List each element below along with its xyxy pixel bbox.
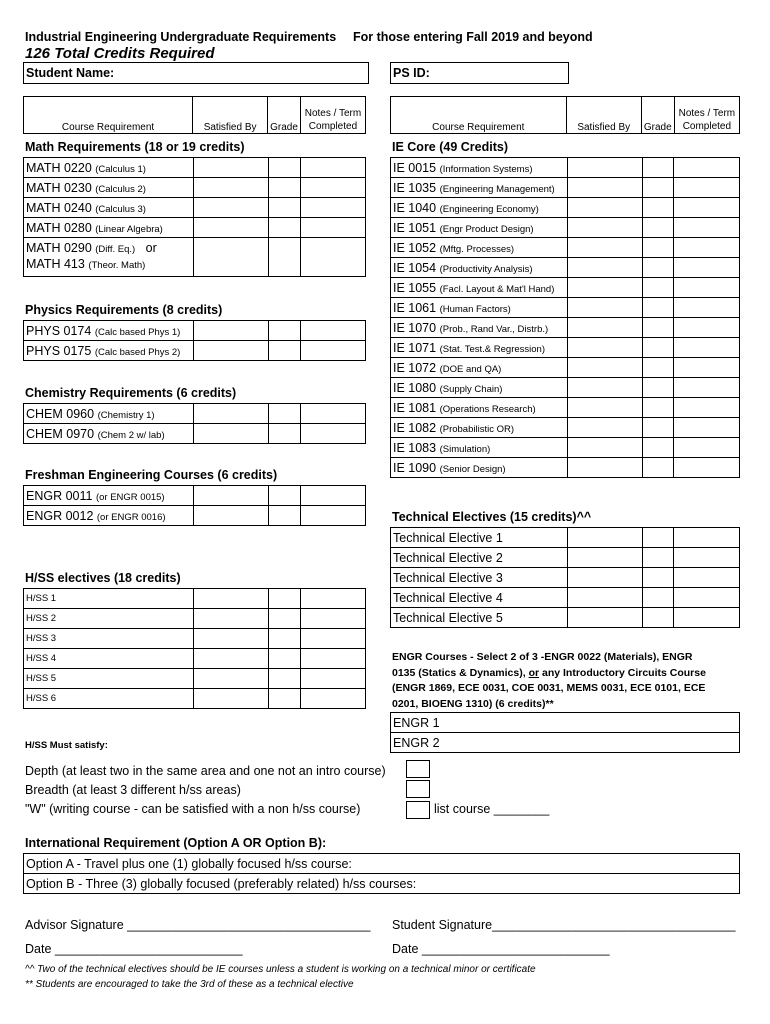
table-row bbox=[391, 713, 740, 733]
notes-cell[interactable] bbox=[674, 548, 740, 568]
form-title: Industrial Engineering Undergraduate Requirements bbox=[25, 30, 337, 44]
grade-cell[interactable] bbox=[643, 588, 674, 608]
satisfied-cell[interactable] bbox=[567, 548, 643, 568]
grade-cell[interactable] bbox=[643, 298, 674, 318]
table-row bbox=[391, 198, 740, 218]
satisfied-cell[interactable] bbox=[567, 398, 643, 418]
notes-cell[interactable] bbox=[674, 318, 740, 338]
satisfied-cell[interactable] bbox=[193, 629, 268, 649]
grade-cell[interactable] bbox=[643, 548, 674, 568]
satisfied-cell[interactable] bbox=[193, 404, 268, 424]
notes-cell[interactable] bbox=[674, 198, 740, 218]
course-cell: IE 1071 (Stat. Test.& Regression) bbox=[391, 338, 568, 358]
table-row bbox=[391, 258, 740, 278]
course-cell: Technical Elective 5 bbox=[391, 608, 568, 628]
left-column-header bbox=[23, 96, 366, 134]
notes-cell[interactable] bbox=[674, 378, 740, 398]
grade-cell[interactable] bbox=[269, 158, 300, 178]
course-cell: Technical Elective 1 bbox=[391, 528, 568, 548]
satisfied-cell[interactable] bbox=[193, 198, 268, 218]
freshman-table bbox=[23, 485, 366, 526]
student-name-field[interactable] bbox=[23, 62, 369, 84]
table-row: H/SS 5 bbox=[24, 669, 366, 689]
grade-cell[interactable] bbox=[643, 178, 674, 198]
option-b[interactable]: Option B - Three (3) globally focused (preferably related) h/ss courses: bbox=[24, 874, 740, 894]
satisfied-cell[interactable] bbox=[567, 218, 643, 238]
satisfied-cell[interactable] bbox=[193, 218, 268, 238]
notes-cell[interactable] bbox=[674, 608, 740, 628]
grade-cell[interactable] bbox=[269, 589, 300, 609]
table-row: ENGR 0012 (or ENGR 0016) bbox=[24, 506, 366, 526]
international-table bbox=[23, 853, 740, 894]
cohort-label: For those entering Fall 2019 and beyond bbox=[353, 30, 593, 44]
course-cell: IE 1080 (Supply Chain) bbox=[391, 378, 568, 398]
grade-cell[interactable] bbox=[269, 238, 300, 277]
col-grade-right: Grade bbox=[641, 97, 674, 134]
table-row bbox=[24, 874, 740, 894]
course-cell: IE 1072 (DOE and QA) bbox=[391, 358, 568, 378]
grade-cell[interactable] bbox=[643, 608, 674, 628]
satisfied-cell[interactable] bbox=[193, 649, 268, 669]
table-row: MATH 0280 (Linear Algebra) bbox=[24, 218, 366, 238]
satisfied-cell[interactable] bbox=[567, 298, 643, 318]
writing-checkbox[interactable] bbox=[406, 801, 430, 819]
grade-cell[interactable] bbox=[643, 378, 674, 398]
notes-cell[interactable] bbox=[674, 568, 740, 588]
writing-requirement: "W" (writing course - can be satisfied with a non h/ss course) bbox=[25, 802, 361, 816]
grade-cell[interactable] bbox=[269, 341, 300, 361]
table-row bbox=[391, 398, 740, 418]
table-row bbox=[391, 438, 740, 458]
course-cell: IE 1052 (Mftg. Processes) bbox=[391, 238, 568, 258]
table-row bbox=[391, 588, 740, 608]
table-row: H/SS 6 bbox=[24, 689, 366, 709]
course-cell: IE 1081 (Operations Research) bbox=[391, 398, 568, 418]
notes-cell[interactable] bbox=[674, 528, 740, 548]
col-course-right: Course Requirement bbox=[391, 97, 567, 134]
table-row: H/SS 1 bbox=[24, 589, 366, 609]
notes-cell[interactable] bbox=[300, 506, 365, 526]
notes-cell[interactable] bbox=[674, 438, 740, 458]
grade-cell[interactable] bbox=[643, 398, 674, 418]
satisfied-cell[interactable] bbox=[193, 321, 268, 341]
col-notes: Notes / Term Completed bbox=[300, 97, 365, 134]
grade-cell[interactable] bbox=[643, 438, 674, 458]
notes-cell[interactable] bbox=[674, 218, 740, 238]
ie-core-heading: IE Core (49 Credits) bbox=[392, 140, 509, 154]
notes-cell[interactable] bbox=[674, 338, 740, 358]
depth-checkbox[interactable] bbox=[406, 760, 430, 778]
freshman-heading: Freshman Engineering Courses (6 credits) bbox=[25, 468, 278, 482]
table-row bbox=[391, 418, 740, 438]
table-row bbox=[391, 238, 740, 258]
notes-cell[interactable] bbox=[300, 158, 365, 178]
international-heading: International Requirement (Option A OR Option B): bbox=[25, 836, 327, 850]
ps-id-label: PS ID: bbox=[393, 66, 430, 80]
course-cell: Technical Elective 2 bbox=[391, 548, 568, 568]
advisor-signature[interactable]: Advisor Signature ___________________________________ bbox=[25, 918, 371, 932]
table-row bbox=[391, 358, 740, 378]
satisfied-cell[interactable] bbox=[193, 506, 268, 526]
engr-cell[interactable]: ENGR 1 bbox=[391, 713, 740, 733]
course-cell: IE 1070 (Prob., Rand Var., Distrb.) bbox=[391, 318, 568, 338]
math-heading: Math Requirements (18 or 19 credits) bbox=[25, 140, 245, 154]
engr-table bbox=[390, 712, 740, 753]
course-cell: IE 0015 (Information Systems) bbox=[391, 158, 568, 178]
engr-cell[interactable]: ENGR 2 bbox=[391, 733, 740, 753]
table-row bbox=[391, 548, 740, 568]
notes-cell[interactable] bbox=[300, 629, 365, 649]
notes-cell[interactable] bbox=[674, 398, 740, 418]
student-signature[interactable]: Student Signature___________________________________ bbox=[392, 918, 736, 932]
satisfied-cell[interactable] bbox=[567, 528, 643, 548]
grade-cell[interactable] bbox=[269, 649, 300, 669]
satisfied-cell[interactable] bbox=[193, 609, 268, 629]
course-cell: IE 1040 (Engineering Economy) bbox=[391, 198, 568, 218]
notes-cell[interactable] bbox=[674, 418, 740, 438]
table-row bbox=[391, 278, 740, 298]
grade-cell[interactable] bbox=[269, 669, 300, 689]
chemistry-table bbox=[23, 403, 366, 444]
satisfied-cell[interactable] bbox=[567, 378, 643, 398]
course-cell: IE 1083 (Simulation) bbox=[391, 438, 568, 458]
satisfied-cell[interactable] bbox=[193, 341, 268, 361]
table-row: MATH 0220 (Calculus 1) bbox=[24, 158, 366, 178]
notes-cell[interactable] bbox=[674, 458, 740, 478]
ps-id-field[interactable] bbox=[390, 62, 569, 84]
footnote-engr: ** Students are encouraged to take the 3rd of these as a technical elective bbox=[25, 979, 354, 990]
table-row bbox=[24, 854, 740, 874]
math-table bbox=[23, 157, 366, 277]
list-course-label: list course ________ bbox=[434, 802, 550, 816]
notes-cell[interactable] bbox=[300, 198, 365, 218]
satisfied-cell[interactable] bbox=[567, 278, 643, 298]
course-cell: IE 1054 (Productivity Analysis) bbox=[391, 258, 568, 278]
satisfied-cell[interactable] bbox=[567, 238, 643, 258]
grade-cell[interactable] bbox=[643, 158, 674, 178]
tech-heading: Technical Electives (15 credits)^^ bbox=[392, 510, 592, 524]
notes-cell[interactable] bbox=[300, 689, 365, 709]
student-name-label: Student Name: bbox=[26, 66, 115, 80]
notes-cell[interactable] bbox=[674, 278, 740, 298]
table-row: H/SS 3 bbox=[24, 629, 366, 649]
course-cell: IE 1082 (Probabilistic OR) bbox=[391, 418, 568, 438]
advisor-date[interactable]: Date ___________________________ bbox=[25, 942, 243, 956]
grade-cell[interactable] bbox=[269, 321, 300, 341]
footnote-tech: ^^ Two of the technical electives should be IE courses unless a student is working on a technical minor or certificate bbox=[25, 964, 536, 975]
notes-cell[interactable] bbox=[300, 424, 365, 444]
satisfied-cell[interactable] bbox=[567, 258, 643, 278]
satisfied-cell[interactable] bbox=[567, 358, 643, 378]
course-cell: IE 1051 (Engr Product Design) bbox=[391, 218, 568, 238]
notes-cell[interactable] bbox=[674, 258, 740, 278]
breadth-requirement: Breadth (at least 3 different h/ss areas) bbox=[25, 783, 241, 797]
notes-cell[interactable] bbox=[300, 609, 365, 629]
grade-cell[interactable] bbox=[269, 218, 300, 238]
chemistry-heading: Chemistry Requirements (6 credits) bbox=[25, 386, 237, 400]
grade-cell[interactable] bbox=[269, 629, 300, 649]
col-notes-right: Notes / Term Completed bbox=[674, 97, 739, 134]
tech-table bbox=[390, 527, 740, 628]
satisfied-cell[interactable] bbox=[567, 608, 643, 628]
col-grade: Grade bbox=[268, 97, 301, 134]
table-row bbox=[391, 378, 740, 398]
grade-cell[interactable] bbox=[269, 506, 300, 526]
grade-cell[interactable] bbox=[643, 568, 674, 588]
satisfied-cell[interactable] bbox=[193, 669, 268, 689]
col-course: Course Requirement bbox=[24, 97, 193, 134]
table-row bbox=[391, 178, 740, 198]
table-row bbox=[391, 733, 740, 753]
table-row bbox=[391, 338, 740, 358]
hss-heading: H/SS electives (18 credits) bbox=[25, 571, 181, 585]
notes-cell[interactable] bbox=[300, 589, 365, 609]
notes-cell[interactable] bbox=[674, 358, 740, 378]
table-row bbox=[391, 318, 740, 338]
satisfied-cell[interactable] bbox=[193, 589, 268, 609]
notes-cell[interactable] bbox=[674, 298, 740, 318]
grade-cell[interactable] bbox=[643, 238, 674, 258]
grade-cell[interactable] bbox=[269, 609, 300, 629]
course-cell: Technical Elective 4 bbox=[391, 588, 568, 608]
grade-cell[interactable] bbox=[269, 404, 300, 424]
grade-cell[interactable] bbox=[643, 418, 674, 438]
course-cell: Technical Elective 3 bbox=[391, 568, 568, 588]
ie-core-table bbox=[390, 157, 740, 478]
satisfied-cell[interactable] bbox=[567, 178, 643, 198]
engr-description: ENGR Courses - Select 2 of 3 -ENGR 0022 (Materials), ENGR 0135 (Statics & Dynamics), or any Introductory Circuits Course (ENGR 1869, ECE 0031, COE 0031, MEMS 0031, ECE 0101, ECE 0201, BIOENG 1310) (6 credits)** bbox=[392, 651, 706, 710]
grade-cell[interactable] bbox=[269, 424, 300, 444]
table-row: MATH 0230 (Calculus 2) bbox=[24, 178, 366, 198]
grade-cell[interactable] bbox=[269, 486, 300, 506]
notes-cell[interactable] bbox=[674, 588, 740, 608]
grade-cell[interactable] bbox=[269, 198, 300, 218]
notes-cell[interactable] bbox=[300, 486, 365, 506]
satisfied-cell[interactable] bbox=[193, 486, 268, 506]
grade-cell[interactable] bbox=[269, 689, 300, 709]
satisfied-cell[interactable] bbox=[567, 158, 643, 178]
notes-cell[interactable] bbox=[300, 341, 365, 361]
satisfied-cell[interactable] bbox=[567, 458, 643, 478]
notes-cell[interactable] bbox=[674, 158, 740, 178]
col-satisfied-right: Satisfied By bbox=[566, 97, 641, 134]
table-row bbox=[391, 158, 740, 178]
notes-cell[interactable] bbox=[300, 321, 365, 341]
grade-cell[interactable] bbox=[643, 258, 674, 278]
depth-requirement: Depth (at least two in the same area and one not an intro course) bbox=[25, 764, 386, 778]
notes-cell[interactable] bbox=[674, 178, 740, 198]
table-row: H/SS 2 bbox=[24, 609, 366, 629]
table-row bbox=[391, 458, 740, 478]
notes-cell[interactable] bbox=[674, 238, 740, 258]
grade-cell[interactable] bbox=[643, 458, 674, 478]
physics-heading: Physics Requirements (8 credits) bbox=[25, 303, 223, 317]
right-column-header bbox=[390, 96, 740, 134]
grade-cell[interactable] bbox=[643, 338, 674, 358]
grade-cell[interactable] bbox=[643, 198, 674, 218]
notes-cell[interactable] bbox=[300, 669, 365, 689]
course-cell: IE 1055 (Facl. Layout & Mat'l Hand) bbox=[391, 278, 568, 298]
table-row: H/SS 4 bbox=[24, 649, 366, 669]
col-satisfied: Satisfied By bbox=[193, 97, 268, 134]
breadth-checkbox[interactable] bbox=[406, 780, 430, 798]
table-row: MATH 0290 (Diff. Eq.) or MATH 413 (Theor. Math) bbox=[24, 238, 366, 277]
table-row: PHYS 0175 (Calc based Phys 2) bbox=[24, 341, 366, 361]
satisfied-cell[interactable] bbox=[567, 198, 643, 218]
satisfied-cell[interactable] bbox=[567, 338, 643, 358]
notes-cell[interactable] bbox=[300, 178, 365, 198]
notes-cell[interactable] bbox=[300, 404, 365, 424]
satisfied-cell[interactable] bbox=[567, 588, 643, 608]
table-row bbox=[391, 218, 740, 238]
grade-cell[interactable] bbox=[643, 218, 674, 238]
grade-cell[interactable] bbox=[643, 358, 674, 378]
table-row: CHEM 0960 (Chemistry 1) bbox=[24, 404, 366, 424]
total-credits: 126 Total Credits Required bbox=[25, 45, 215, 62]
hss-table bbox=[23, 588, 366, 709]
grade-cell[interactable] bbox=[269, 178, 300, 198]
grade-cell[interactable] bbox=[643, 318, 674, 338]
table-row: PHYS 0174 (Calc based Phys 1) bbox=[24, 321, 366, 341]
table-row bbox=[391, 608, 740, 628]
table-row bbox=[391, 528, 740, 548]
notes-cell[interactable] bbox=[300, 649, 365, 669]
table-row: CHEM 0970 (Chem 2 w/ lab) bbox=[24, 424, 366, 444]
grade-cell[interactable] bbox=[643, 278, 674, 298]
satisfied-cell[interactable] bbox=[193, 689, 268, 709]
satisfied-cell[interactable] bbox=[193, 424, 268, 444]
table-row bbox=[391, 298, 740, 318]
physics-table bbox=[23, 320, 366, 361]
hss-must-satisfy: H/SS Must satisfy: bbox=[25, 740, 108, 751]
satisfied-cell[interactable] bbox=[567, 438, 643, 458]
satisfied-cell[interactable] bbox=[193, 178, 268, 198]
notes-cell[interactable] bbox=[300, 238, 365, 277]
grade-cell[interactable] bbox=[643, 528, 674, 548]
table-row: MATH 0240 (Calculus 3) bbox=[24, 198, 366, 218]
satisfied-cell[interactable] bbox=[567, 318, 643, 338]
table-row: ENGR 0011 (or ENGR 0015) bbox=[24, 486, 366, 506]
satisfied-cell[interactable] bbox=[567, 568, 643, 588]
satisfied-cell[interactable] bbox=[193, 158, 268, 178]
satisfied-cell[interactable] bbox=[567, 418, 643, 438]
satisfied-cell[interactable] bbox=[193, 238, 268, 277]
course-cell: IE 1035 (Engineering Management) bbox=[391, 178, 568, 198]
notes-cell[interactable] bbox=[300, 218, 365, 238]
course-cell: IE 1090 (Senior Design) bbox=[391, 458, 568, 478]
course-cell: IE 1061 (Human Factors) bbox=[391, 298, 568, 318]
student-date[interactable]: Date ___________________________ bbox=[392, 942, 610, 956]
option-a[interactable]: Option A - Travel plus one (1) globally focused h/ss course: bbox=[24, 854, 740, 874]
table-row bbox=[391, 568, 740, 588]
